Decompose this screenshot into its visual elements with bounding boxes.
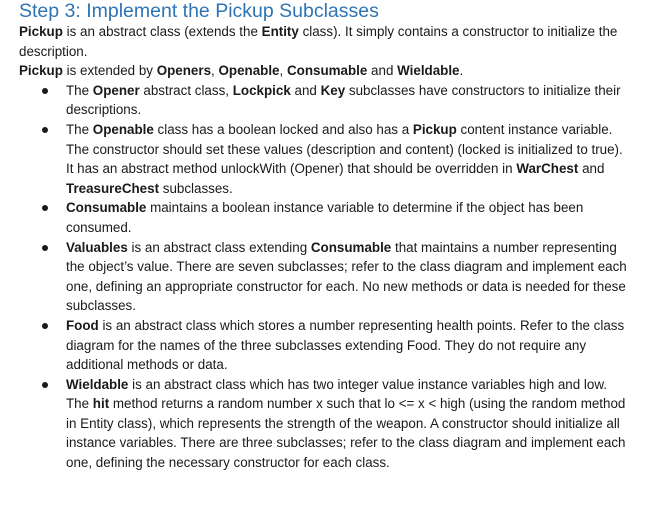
bullet-dot-icon <box>42 323 48 329</box>
term-entity: Entity <box>261 24 299 39</box>
list-item <box>66 375 630 473</box>
term-lockpick: Lockpick <box>232 82 291 98</box>
list-item <box>66 316 630 375</box>
bullet-list <box>19 81 630 473</box>
item-text: is an abstract class which has two integer value instance variables high and low. The <box>66 376 607 412</box>
intro-text: . <box>459 63 464 79</box>
step-heading: Step 3: Implement the Pickup Subclasses <box>19 0 379 22</box>
item-text: content instance variable. The constructor should set these values (description and content) (locked is initialized to true). It has an abstract method unlockWith (Opener) that should be overridden in <box>66 121 623 177</box>
term-openers: Openers <box>156 63 212 79</box>
item-text: subclasses. <box>159 180 233 196</box>
bullet-dot-icon <box>42 245 48 251</box>
bullet-dot-icon <box>42 127 48 133</box>
bullet-dot-icon <box>42 382 48 388</box>
intro-text: , <box>211 63 219 79</box>
term-consumable: Consumable <box>310 239 392 255</box>
item-text: that maintains a number representing the object’s value. There are seven subclasses; refer to the class diagram and implement each one, defining an appropriate constructor for each. No new methods or data is needed for these subclasses. <box>66 239 627 314</box>
bullet-dot-icon <box>42 88 48 94</box>
intro-text: and <box>367 63 398 79</box>
term-food: Food <box>66 317 99 333</box>
item-text: method returns a random number x such that lo <= x < high (using the random method in Entity class), which represents the strength of the weapon. A constructor should initialize all instance variables. There are three subclasses; refer to the class diagram and implement each one, defining the necessary constructor for each class. <box>66 396 626 471</box>
bullet-dot-icon <box>42 205 48 211</box>
item-text: abstract class, <box>139 82 233 98</box>
term-pickup: Pickup <box>19 63 63 79</box>
term-consumable: Consumable <box>66 200 147 216</box>
item-text: The <box>66 121 93 137</box>
item-text: and <box>578 161 605 177</box>
intro-text: is an abstract class (extends the <box>62 24 262 39</box>
term-openable: Openable <box>218 63 280 79</box>
intro-paragraph-extended <box>19 61 630 81</box>
list-item <box>66 238 630 316</box>
term-wieldable: Wieldable <box>397 63 460 79</box>
term-treasurechest: TreasureChest <box>66 180 160 196</box>
item-text: is an abstract class extending <box>127 239 311 255</box>
term-wieldable: Wieldable <box>66 376 129 392</box>
item-text: is an abstract class which stores a number representing health points. Refer to the class diagram for the names of the three subclasses extending Food. They do not require any additional methods or data. <box>66 317 625 373</box>
intro-paragraph-pickup <box>19 22 630 61</box>
item-text: maintains a boolean instance variable to determine if the object has been consumed. <box>66 200 584 235</box>
intro-text: is extended by <box>62 63 157 79</box>
item-text: The <box>66 82 93 98</box>
item-text: and <box>290 82 321 98</box>
term-pickup: Pickup <box>19 24 63 39</box>
intro-text: , <box>279 63 287 79</box>
list-item <box>66 120 630 198</box>
term-consumable: Consumable <box>286 63 368 79</box>
term-warchest: WarChest <box>516 161 579 177</box>
intro-text: class). It simply contains a constructor to initialize the description. <box>19 24 618 59</box>
item-text: class has a boolean locked and also has a <box>153 121 413 137</box>
term-hit: hit <box>92 396 110 412</box>
term-opener: Opener <box>92 82 140 98</box>
list-item <box>66 198 630 237</box>
term-openable: Openable <box>92 121 154 137</box>
term-pickup: Pickup <box>412 121 457 137</box>
list-item <box>66 81 630 120</box>
term-valuables: Valuables <box>66 239 128 255</box>
term-key: Key <box>320 82 346 98</box>
item-text: subclasses have constructors to initialize their descriptions. <box>66 82 621 118</box>
